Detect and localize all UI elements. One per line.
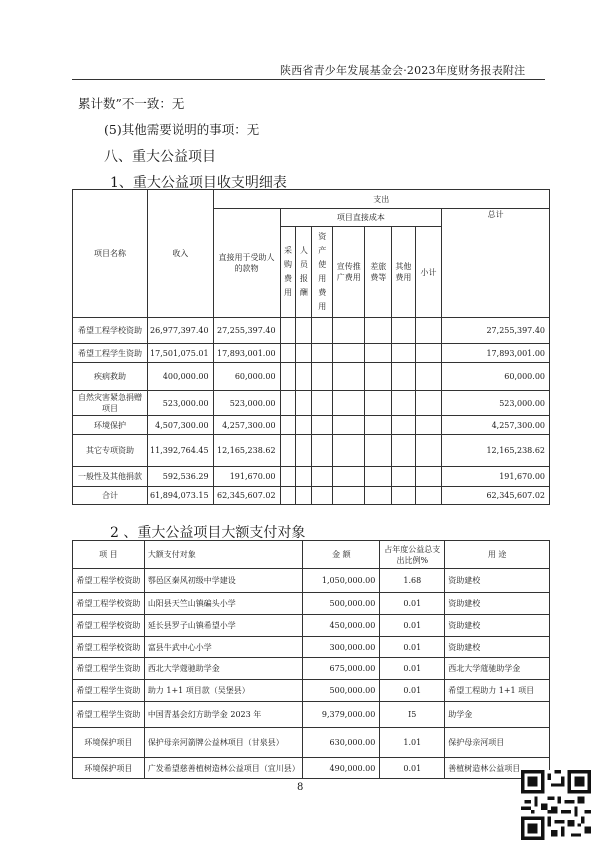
- table2-header-amount: 金 额: [303, 541, 380, 569]
- table1-cell-empty: [392, 363, 416, 391]
- table1-cell-empty: [415, 391, 442, 416]
- table1-cell-total: 523,000.00: [442, 391, 550, 416]
- table1-cell-income: 11,392,764.45: [148, 435, 214, 467]
- table1-cell-empty: [392, 344, 416, 363]
- table1-cell-income: 592,536.29: [148, 467, 214, 487]
- table1-cell-empty: [296, 487, 312, 505]
- table1-cell-empty: [312, 363, 333, 391]
- table2-header-ratio: 占年度公益总支出比例%: [380, 541, 445, 569]
- table1-cell-empty: [333, 318, 365, 344]
- table1-cell-income: 61,894,073.15: [148, 487, 214, 505]
- table2-cell-use: 资助建校: [445, 593, 550, 615]
- table2-cell-use: 保护母亲河项目: [445, 728, 550, 758]
- table2-row: [73, 680, 550, 702]
- table1-cell-empty: [280, 391, 296, 416]
- table1-cell-income: 17,501,075.01: [148, 344, 214, 363]
- table1-cell-empty: [312, 487, 333, 505]
- header-rule: [72, 79, 545, 80]
- table1-cell-empty: [392, 487, 416, 505]
- table1-header-expense: 支出: [213, 190, 549, 209]
- table2-cell-use: 善植树造林公益项目: [445, 758, 550, 779]
- table2-row: [73, 593, 550, 615]
- table1-cell-direct: 60,000.00: [213, 363, 280, 391]
- table2-cell-amount: 675,000.00: [303, 658, 380, 680]
- table2-cell-project: 环境保护项目: [73, 728, 145, 758]
- table1-cell-empty: [333, 391, 365, 416]
- table1-cell-empty: [333, 435, 365, 467]
- table2: [72, 540, 550, 779]
- table1-cell-empty: [365, 487, 392, 505]
- table1-row: [73, 487, 550, 505]
- table2-cell-use: 资助建校: [445, 569, 550, 593]
- table2-cell-use: 希望工程助力 1+1 项目: [445, 680, 550, 702]
- table1-cell-name: 环境保护: [73, 416, 148, 435]
- table1-cell-name: 疾病救助: [73, 363, 148, 391]
- table1-cell-empty: [280, 467, 296, 487]
- table1-cell-name: 合计: [73, 487, 148, 505]
- table2-row: [73, 569, 550, 593]
- table2-cell-project: 环境保护项目: [73, 758, 145, 779]
- table2-cell-payee: 保护母亲河箭牌公益林项目（甘泉县）: [144, 728, 303, 758]
- table1-header-subtotal: 小计: [415, 227, 442, 318]
- table1-cell-empty: [415, 467, 442, 487]
- table2-cell-project: 希望工程学校资助: [73, 593, 145, 615]
- table1-cell-empty: [365, 318, 392, 344]
- table1-cell-total: 12,165,238.62: [442, 435, 550, 467]
- table1-cell-empty: [280, 363, 296, 391]
- table2-cell-payee: 中国青基会幻方助学金 2023 年: [144, 702, 303, 728]
- table2-cell-payee: 西北大学蔻驰助学金: [144, 658, 303, 680]
- table2-cell-ratio: I5: [380, 702, 445, 728]
- table1-cell-empty: [392, 318, 416, 344]
- table1-cell-empty: [365, 391, 392, 416]
- table1-cell-name: 希望工程学生资助: [73, 344, 148, 363]
- table2-cell-use: 资助建校: [445, 637, 550, 658]
- table1-cell-empty: [280, 318, 296, 344]
- table2-cell-payee: 鄠邑区秦风初级中学建设: [144, 569, 303, 593]
- table1-cell-empty: [415, 416, 442, 435]
- table1-cell-empty: [280, 487, 296, 505]
- table1-cell-empty: [415, 435, 442, 467]
- page-header: 陕西省青少年发展基金会·2023年度财务报表附注: [280, 64, 526, 77]
- table1-cell-empty: [312, 467, 333, 487]
- table1-cell-empty: [333, 487, 365, 505]
- table1-title: 1、重大公益项目收支明细表: [110, 175, 287, 191]
- table2-cell-project: 希望工程学校资助: [73, 637, 145, 658]
- table1-cell-name: 自然灾害紧急捐赠项目: [73, 391, 148, 416]
- table1-cell-direct: 12,165,238.62: [213, 435, 280, 467]
- section-heading: 八、重大公益项目: [104, 149, 216, 165]
- table1-cell-empty: [296, 344, 312, 363]
- table1-cell-empty: [296, 416, 312, 435]
- table2-row: [73, 615, 550, 637]
- qr-code: [521, 770, 591, 840]
- table1-cell-empty: [365, 416, 392, 435]
- table1-cell-empty: [392, 435, 416, 467]
- table1-cell-empty: [296, 435, 312, 467]
- table1-cell-name: 一般性及其他捐款: [73, 467, 148, 487]
- table1: [72, 189, 550, 505]
- table2-cell-project: 希望工程学校资助: [73, 615, 145, 637]
- table1-cell-total: 191,670.00: [442, 467, 550, 487]
- table1-cell-total: 60,000.00: [442, 363, 550, 391]
- table1-cell-empty: [296, 467, 312, 487]
- table1-header-purchase: 采购费用: [280, 227, 296, 318]
- table1-header-total: 总计: [442, 209, 550, 318]
- table2-cell-amount: 500,000.00: [303, 680, 380, 702]
- table2-cell-ratio: 1.68: [380, 569, 445, 593]
- table2-header-use: 用 途: [445, 541, 550, 569]
- table2-cell-payee: 延长县罗子山镇希望小学: [144, 615, 303, 637]
- table1-cell-total: 4,257,300.00: [442, 416, 550, 435]
- table1-cell-income: 523,000.00: [148, 391, 214, 416]
- table2-cell-project: 希望工程学校资助: [73, 569, 145, 593]
- table1-cell-empty: [365, 435, 392, 467]
- table1-cell-empty: [333, 344, 365, 363]
- table1-row: [73, 391, 550, 416]
- table2-cell-payee: 山阳县天竺山镇碥头小学: [144, 593, 303, 615]
- table1-cell-empty: [296, 391, 312, 416]
- table1-cell-empty: [415, 363, 442, 391]
- table1-cell-direct: 523,000.00: [213, 391, 280, 416]
- table1-cell-empty: [312, 435, 333, 467]
- table1-cell-empty: [392, 391, 416, 416]
- table2-row: [73, 637, 550, 658]
- table1-header-other: 其他费用: [392, 227, 416, 318]
- table2-row: [73, 728, 550, 758]
- table1-cell-total: 27,255,397.40: [442, 318, 550, 344]
- table1-cell-empty: [280, 344, 296, 363]
- table1-cell-empty: [365, 363, 392, 391]
- table2-cell-payee: 广发希望慈善植树造林公益项目（宜川县）: [144, 758, 303, 779]
- table2-cell-project: 希望工程学生资助: [73, 680, 145, 702]
- table2-cell-project: 希望工程学生资助: [73, 658, 145, 680]
- table1-header-travel: 差旅费等: [365, 227, 392, 318]
- table1-cell-empty: [415, 344, 442, 363]
- table1-row: [73, 435, 550, 467]
- table1-cell-empty: [312, 318, 333, 344]
- table1-cell-direct: 4,257,300.00: [213, 416, 280, 435]
- table1-header-income: 收入: [148, 190, 214, 318]
- table2-row: [73, 702, 550, 728]
- table1-row: [73, 363, 550, 391]
- table2-row: [73, 758, 550, 779]
- table1-header-name: 项目名称: [73, 190, 148, 318]
- table2-cell-amount: 630,000.00: [303, 728, 380, 758]
- table1-header-promo: 宣传推广费用: [333, 227, 365, 318]
- table1-cell-empty: [365, 467, 392, 487]
- table1-cell-income: 400,000.00: [148, 363, 214, 391]
- table1-row: [73, 416, 550, 435]
- table1-cell-direct: 27,255,397.40: [213, 318, 280, 344]
- table2-cell-amount: 9,379,000.00: [303, 702, 380, 728]
- table2-cell-ratio: 0.01: [380, 758, 445, 779]
- table2-cell-ratio: 1.01: [380, 728, 445, 758]
- page-number: 8: [297, 782, 304, 793]
- table2-cell-ratio: 0.01: [380, 680, 445, 702]
- table2-cell-use: 西北大学蔻驰助学金: [445, 658, 550, 680]
- table1-cell-empty: [296, 318, 312, 344]
- text-line: 累计数”不一致：无: [78, 96, 185, 111]
- table1-row: [73, 318, 550, 344]
- table1-cell-empty: [365, 344, 392, 363]
- table2-title: 2 、重大公益项目大额支付对象: [110, 525, 306, 541]
- table1-cell-income: 26,977,397.40: [148, 318, 214, 344]
- table1-cell-direct: 17,893,001.00: [213, 344, 280, 363]
- table1-row: [73, 467, 550, 487]
- table1-cell-empty: [312, 416, 333, 435]
- table1-header-staff: 人员报酬: [296, 227, 312, 318]
- table1-cell-direct: 191,670.00: [213, 467, 280, 487]
- table1-cell-empty: [280, 416, 296, 435]
- table1-cell-empty: [312, 391, 333, 416]
- table2-cell-ratio: 0.01: [380, 658, 445, 680]
- table2-cell-amount: 300,000.00: [303, 637, 380, 658]
- table1-cell-name: 希望工程学校资助: [73, 318, 148, 344]
- table1-header-cost: 项目直接成本: [280, 209, 442, 227]
- table1-cell-empty: [312, 344, 333, 363]
- table1-header-direct: 直接用于受助人的款物: [213, 209, 280, 318]
- table1-cell-total: 62,345,607.02: [442, 487, 550, 505]
- table1-row: [73, 344, 550, 363]
- table1-cell-empty: [415, 487, 442, 505]
- table2-cell-ratio: 0.01: [380, 593, 445, 615]
- table2-cell-use: 助学金: [445, 702, 550, 728]
- table2-cell-use: 资助建校: [445, 615, 550, 637]
- table1-cell-empty: [415, 318, 442, 344]
- table1-cell-empty: [333, 416, 365, 435]
- table1-cell-empty: [296, 363, 312, 391]
- table1-cell-empty: [392, 467, 416, 487]
- text-line: (5)其他需要说明的事项：无: [104, 122, 260, 137]
- table2-cell-project: 希望工程学生资助: [73, 702, 145, 728]
- table1-cell-income: 4,507,300.00: [148, 416, 214, 435]
- table2-cell-amount: 490,000.00: [303, 758, 380, 779]
- table2-row: [73, 658, 550, 680]
- table1-cell-name: 其它专项资助: [73, 435, 148, 467]
- table2-header-payee: 大额支付对象: [144, 541, 303, 569]
- table2-cell-amount: 500,000.00: [303, 593, 380, 615]
- table1-cell-empty: [392, 416, 416, 435]
- table1-header-asset: 资产使用费用: [312, 227, 333, 318]
- table1-cell-empty: [333, 363, 365, 391]
- table1-cell-empty: [280, 435, 296, 467]
- table2-cell-payee: 助力 1+1 项目款（吴堡县）: [144, 680, 303, 702]
- table1-cell-total: 17,893,001.00: [442, 344, 550, 363]
- table2-cell-ratio: 0.01: [380, 615, 445, 637]
- table2-cell-ratio: 0.01: [380, 637, 445, 658]
- table2-cell-payee: 富县牛武中心小学: [144, 637, 303, 658]
- table2-cell-amount: 1,050,000.00: [303, 569, 380, 593]
- table2-header-project: 项 目: [73, 541, 145, 569]
- table1-cell-empty: [333, 467, 365, 487]
- table2-cell-amount: 450,000.00: [303, 615, 380, 637]
- table1-cell-direct: 62,345,607.02: [213, 487, 280, 505]
